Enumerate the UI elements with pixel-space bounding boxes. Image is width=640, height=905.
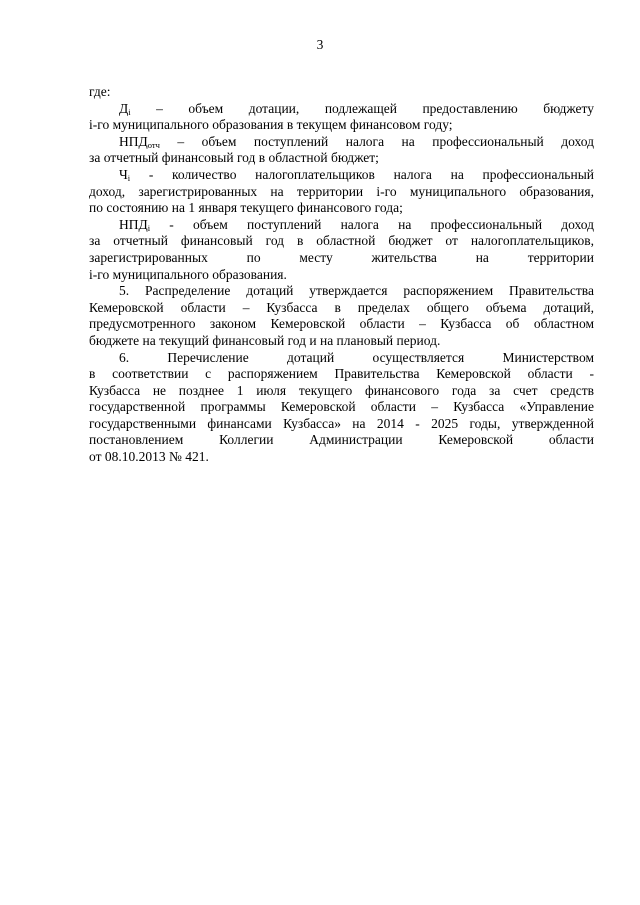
paragraph-5 bbox=[89, 283, 594, 349]
definition-npd-municipal bbox=[89, 217, 594, 283]
subscript: отч bbox=[147, 139, 160, 150]
paragraph-line: от 08.10.2013 № 421. bbox=[89, 449, 209, 465]
paragraph-line: Кузбасса не позднее 1 июля текущего финансового года за счет средств bbox=[89, 382, 594, 398]
definition-taxpayers-count bbox=[89, 167, 594, 217]
paragraph-line: государственными финансами Кузбасса» на 2014 - 2025 годы, утвержденной bbox=[89, 415, 594, 431]
paragraph-line: бюджете на текущий финансовый год и на плановый период. bbox=[89, 332, 441, 348]
definition-line: за отчетный финансовый год в областной бюджет от налогоплательщиков, bbox=[89, 233, 594, 249]
paragraph-line: предусмотренного законом Кемеровской области – Кузбасса об областном bbox=[89, 316, 594, 332]
definition-line bbox=[89, 217, 594, 234]
definition-line: доход, зарегистрированных на территории i-го муниципального образования, bbox=[89, 183, 594, 199]
paragraph-line: 6. Перечисление дотаций осуществляется Министерством bbox=[119, 349, 594, 365]
symbol: Д bbox=[119, 100, 129, 116]
definition-text: - количество налогоплательщиков налога на профессиональный bbox=[130, 166, 594, 182]
definition-npd-report bbox=[89, 134, 594, 167]
paragraph-line: постановлением Коллегии Администрации Кемеровской области bbox=[89, 432, 594, 448]
paragraph-line: 5. Распределение дотаций утверждается распоряжением Правительства bbox=[119, 283, 594, 299]
definition-dotation bbox=[89, 101, 594, 134]
subscript: i bbox=[128, 106, 131, 117]
paragraph-line: Кемеровской области – Кузбасса в пределах общего объема дотаций, bbox=[89, 299, 594, 315]
definition-line bbox=[89, 101, 594, 118]
symbol: НПД bbox=[119, 216, 148, 232]
definition-line bbox=[89, 134, 594, 151]
definition-text: – объем поступлений налога на профессиональный доход bbox=[159, 133, 594, 149]
paragraph-6 bbox=[89, 350, 594, 466]
paragraph-line: государственной программы Кемеровской области – Кузбасса «Управление bbox=[89, 399, 594, 415]
paragraph-line: в соответствии с распоряжением Правительства Кемеровской области - bbox=[89, 366, 594, 382]
page-number: 3 bbox=[316, 37, 324, 52]
where-label: где: bbox=[89, 84, 111, 99]
definition-text: – объем дотации, подлежащей предоставлению бюджету bbox=[130, 100, 594, 116]
definition-line: i-го муниципального образования. bbox=[89, 266, 287, 282]
subscript: i bbox=[127, 172, 131, 183]
definition-line bbox=[89, 167, 594, 184]
symbol: Ч bbox=[119, 166, 128, 182]
definition-line: i-го муниципального образования в текущем финансовом году; bbox=[89, 117, 453, 133]
definition-text: - объем поступлений налога на профессиональный доход bbox=[150, 216, 594, 232]
definition-line: зарегистрированных по месту жительства на территории bbox=[89, 249, 594, 265]
symbol: НПД bbox=[119, 133, 148, 149]
subscript: i bbox=[147, 222, 151, 233]
definition-line: по состоянию на 1 января текущего финансового года; bbox=[89, 200, 403, 216]
document-body bbox=[89, 84, 594, 466]
definition-line: за отчетный финансовый год в областной бюджет; bbox=[89, 150, 379, 166]
